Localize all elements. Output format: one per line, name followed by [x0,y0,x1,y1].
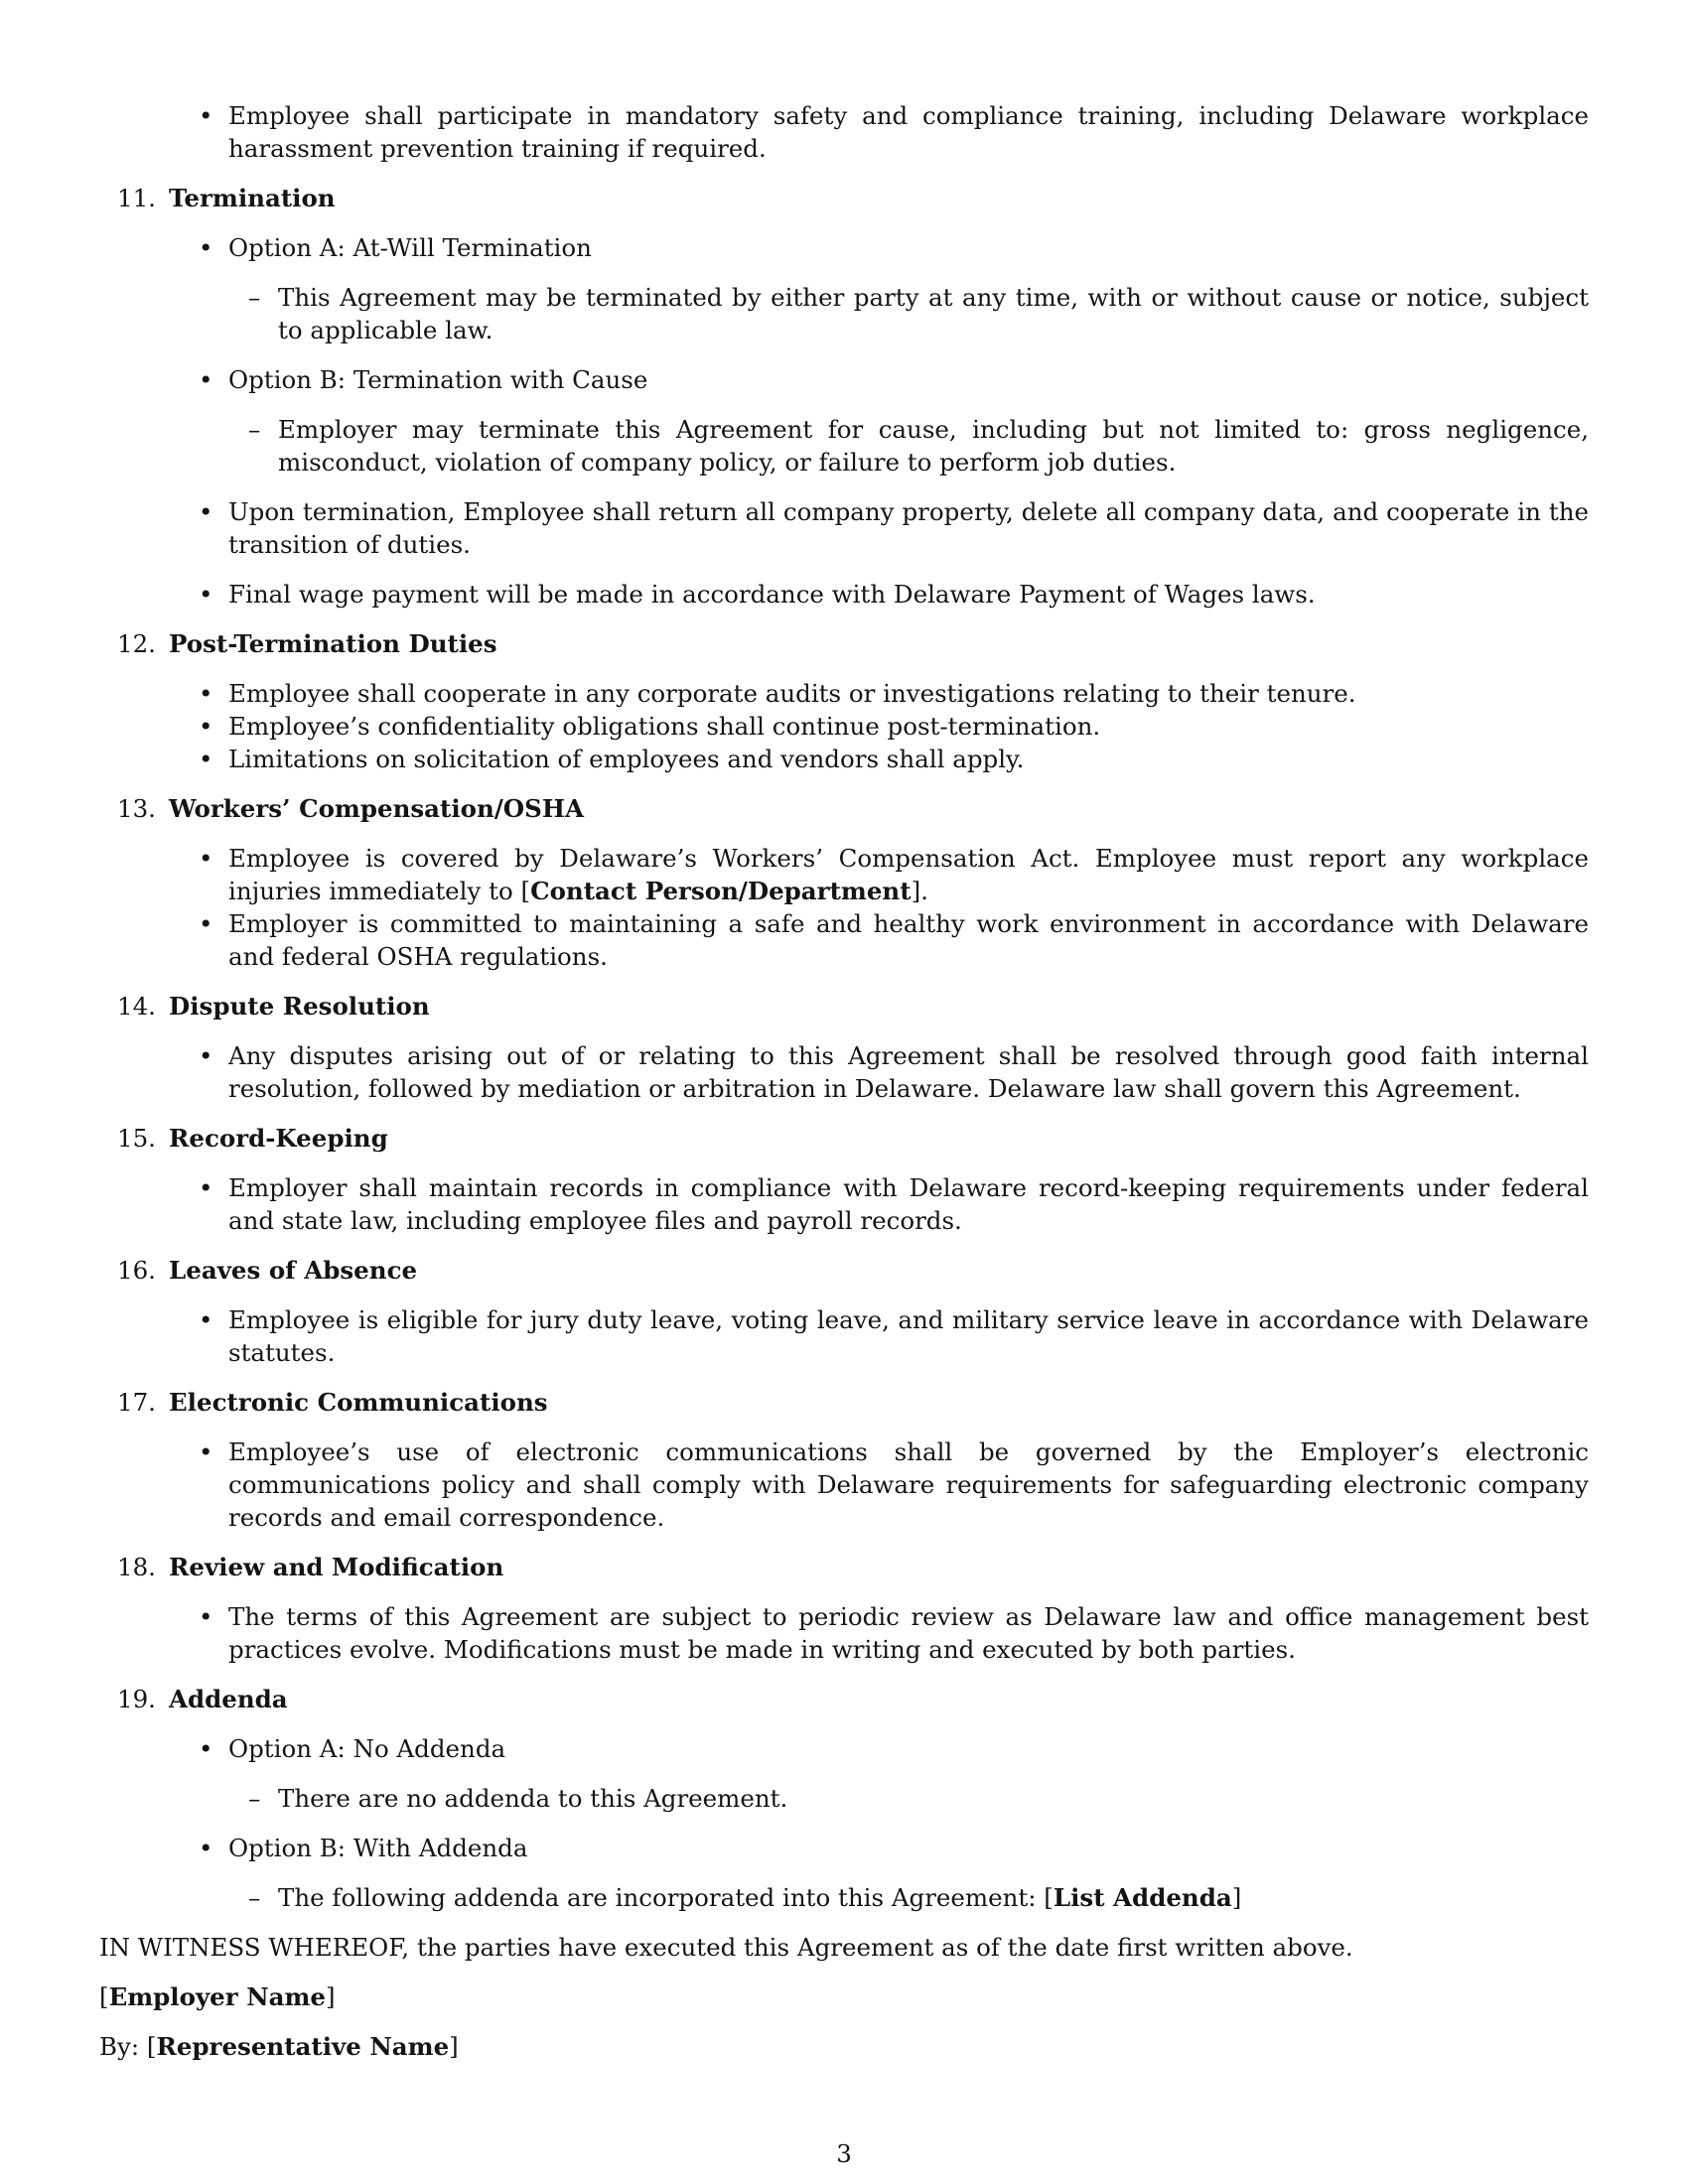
section-number: 14. [117,992,156,1021]
list-item [99,842,1589,907]
section-dispute-resolution [99,990,1589,1105]
text-run: ] [325,1982,336,2011]
section-number: 19. [117,1685,156,1713]
list-item: • Limitations on solicitation of employees and vendors shall apply. [99,743,1589,775]
section-number: 18. [117,1553,156,1581]
sub-list [228,1881,1589,1914]
section-post-termination [99,627,1589,775]
option-label: Option A: At-Will Termination [228,233,592,262]
section-list [99,1039,1589,1105]
section-heading [99,1386,1589,1419]
text-run: Employee is covered by Delaware’s Workers’ Compensation Act. Employee must report any workplace injuries immediately to [ [228,844,1589,905]
text-run: ] [449,2032,459,2061]
section-number: 13. [117,794,156,823]
section-addenda [99,1683,1589,1914]
section-list [99,1600,1589,1666]
section-leaves-of-absence [99,1254,1589,1369]
sub-list [228,281,1589,346]
list-item: • Employee’s confidentiality obligations shall continue post-termination. [99,710,1589,743]
list-item [99,1832,1589,1914]
placeholder-field: Employer Name [108,1982,326,2011]
placeholder-field: List Addenda [1053,1883,1232,1912]
sub-list-item: – Employer may terminate this Agreement for cause, including but not limited to: gross negligence, misconduct, violation of company policy, or failure to perform job duties. [228,413,1589,478]
text-run: The following addenda are incorporated into this Agreement: [ [278,1883,1054,1912]
section-number: 17. [117,1388,156,1417]
document-page [99,99,1589,2063]
option-label: Option A: No Addenda [228,1734,506,1763]
employer-signature-line [99,1980,1589,2013]
section-title: Termination [169,184,336,212]
representative-signature-line [99,2030,1589,2063]
section-record-keeping [99,1122,1589,1237]
section-list [99,1171,1589,1237]
list-item: • The terms of this Agreement are subject to periodic review as Delaware law and office management best practices evolve. Modifications must be made in writing and executed by both parties. [99,1600,1589,1666]
section-title: Workers’ Compensation/OSHA [169,794,584,823]
section-list [99,231,1589,611]
section-list [99,1732,1589,1914]
section-heading [99,627,1589,660]
option-label: Option B: Termination with Cause [228,365,648,394]
text-run: [ [99,1982,109,2011]
list-item: • Employee is eligible for jury duty leave, voting leave, and military service leave in accordance with Delaware statutes. [99,1303,1589,1369]
page-number: 3 [836,2139,852,2168]
section-title: Post-Termination Duties [169,629,497,658]
section-list [99,677,1589,775]
section-title: Electronic Communications [169,1388,548,1417]
list-item: • Upon termination, Employee shall return all company property, delete all company data, and cooperate in the transition of duties. [99,495,1589,561]
list-item: • Employee shall participate in mandatory safety and compliance training, including Delaware workplace harassment prevention training if required. [99,99,1589,165]
section-heading [99,1122,1589,1155]
list-item: • Employee’s use of electronic communications shall be governed by the Employer’s electronic communications policy and shall comply with Delaware requirements for safeguarding electronic company records and email correspondence. [99,1435,1589,1534]
section-review-and-modification [99,1551,1589,1666]
section-termination [99,182,1589,611]
witness-clause: IN WITNESS WHEREOF, the parties have executed this Agreement as of the date first written above. [99,1933,1353,1962]
section-electronic-communications [99,1386,1589,1534]
list-item: • Any disputes arising out of or relating to this Agreement shall be resolved through good faith internal resolution, followed by mediation or arbitration in Delaware. Delaware law shall govern this Agreement. [99,1039,1589,1105]
top-bullet-list [99,99,1589,165]
list-item [99,231,1589,346]
section-list [99,1435,1589,1534]
section-heading [99,792,1589,825]
sub-list-item: – This Agreement may be terminated by either party at any time, with or without cause or notice, subject to applicable law. [228,281,1589,346]
sub-list-item [228,1881,1589,1914]
section-number: 12. [117,629,156,658]
section-number: 11. [117,184,156,212]
list-item: • Employer is committed to maintaining a safe and healthy work environment in accordance with Delaware and federal OSHA regulations. [99,907,1589,973]
section-heading [99,1551,1589,1583]
section-list [99,1303,1589,1369]
text-run: ] [1231,1883,1242,1912]
placeholder-field: Contact Person/Department [530,877,912,905]
section-list [99,842,1589,973]
section-workers-compensation [99,792,1589,973]
section-heading [99,182,1589,214]
text-run: By: [ [99,2032,157,2061]
text-run: ]. [911,877,928,905]
section-number: 16. [117,1256,156,1285]
section-title: Leaves of Absence [169,1256,418,1285]
sub-list [228,1782,1589,1815]
option-label: Option B: With Addenda [228,1834,528,1862]
section-heading [99,1683,1589,1715]
section-title: Record-Keeping [169,1124,388,1153]
section-title: Addenda [169,1685,288,1713]
list-item: • Final wage payment will be made in accordance with Delaware Payment of Wages laws. [99,578,1589,611]
placeholder-field: Representative Name [156,2032,450,2061]
sub-list [228,413,1589,478]
section-title: Dispute Resolution [169,992,430,1021]
section-heading [99,990,1589,1023]
list-item [99,1732,1589,1815]
section-number: 15. [117,1124,156,1153]
section-title: Review and Modification [169,1553,504,1581]
section-heading [99,1254,1589,1287]
sub-list-item: – There are no addenda to this Agreement. [228,1782,1589,1815]
list-item: • Employee shall cooperate in any corporate audits or investigations relating to their tenure. [99,677,1589,710]
list-item [99,363,1589,478]
list-item: • Employer shall maintain records in compliance with Delaware record-keeping requirements under federal and state law, including employee files and payroll records. [99,1171,1589,1237]
